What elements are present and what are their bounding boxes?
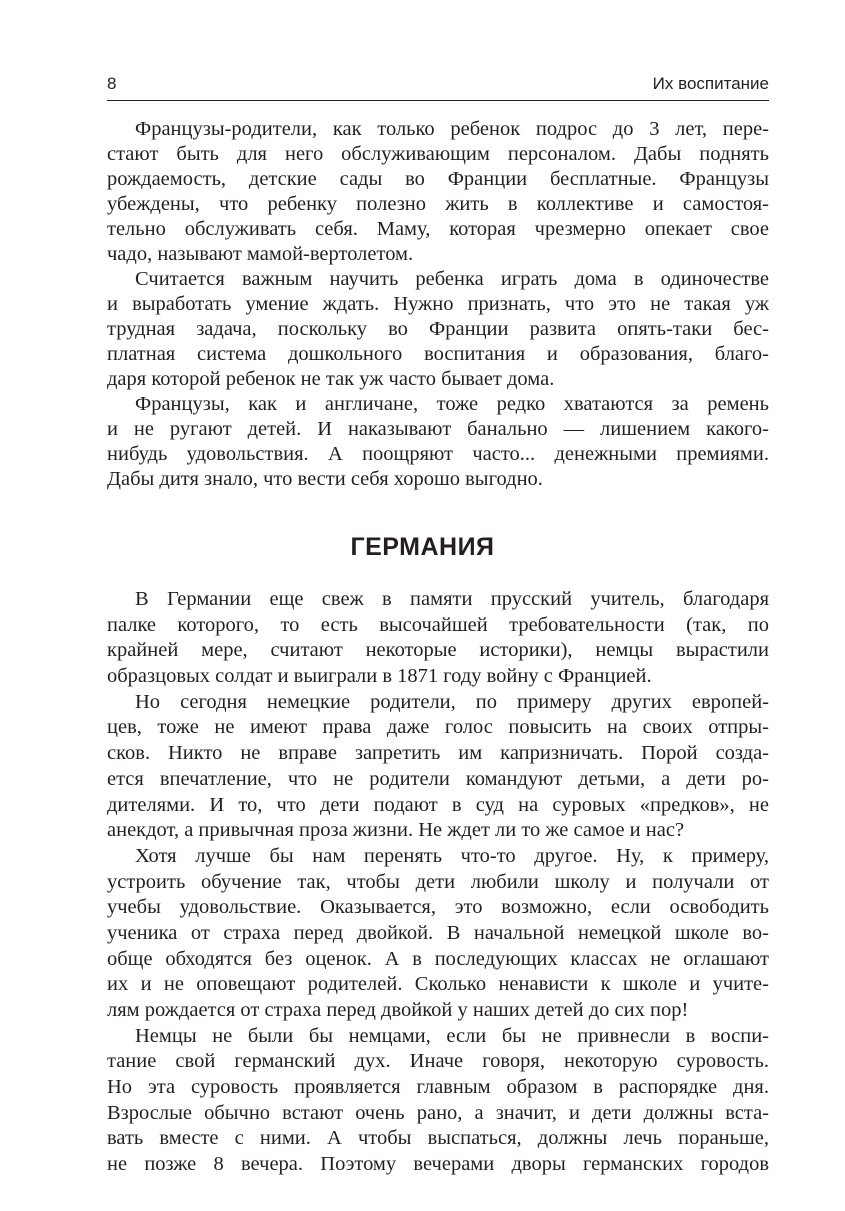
header-rule [107,100,769,101]
running-title: Их воспитание [652,74,769,93]
section-germany-text [107,587,769,1178]
text-line: Немцы не были бы немцами, если бы не привнесли в воспи- [135,1024,769,1047]
text-line: стают быть для него обслуживающим персоналом. Дабы поднять [107,143,769,165]
text-line: сков. Никто не вправе запретить им капризничать. Порой созда- [107,742,769,765]
page-number: 8 [107,74,117,93]
paragraph [107,690,769,844]
text-line: ется впечатление, что не родители командуют детьми, а дети ро- [107,767,769,790]
text-line: Хотя лучше бы нам перенять что-то другое. Ну, к примеру, [135,844,769,867]
paragraph [107,267,769,392]
text-line: Но сегодня немецкие родители, по примеру других европей- [135,690,769,713]
text-line: платная система дошкольного воспитания и образования, благо- [107,343,769,365]
text-line: крайней мере, считают некоторые историки), немцы вырастили [107,639,769,662]
text-line: В Германии еще свеж в памяти прусский учитель, благодаря [135,588,769,610]
text-line: чадо, называют мамой-вертолетом. [107,243,414,265]
text-line: Считается важным научить ребенка играть дома в одиночестве [135,268,769,290]
text-line: Французы-родители, как только ребенок подрос до 3 лет, пере- [135,118,769,140]
paragraph [107,844,769,1024]
text-line: Французы, как и англичане, тоже редко хватаются за ремень [135,393,769,415]
text-line: образцовых солдат и выиграли в 1871 году войну с Францией. [107,665,652,688]
text-line: и выработать умение ждать. Нужно признать, что это не такая уж [107,293,769,315]
text-line: учебы удовольствие. Оказывается, это возможно, если освободить [107,896,769,919]
text-line: ученика от страха перед двойкой. В начальной немецкой школе во- [107,921,769,944]
text-line: их и не оповещают родителей. Сколько ненависти к школе и учите- [107,973,769,996]
text-line: палке которого, то есть высочайшей требовательности (так, по [107,613,769,636]
paragraph [107,392,769,492]
text-line: Дабы дитя знало, что вести себя хорошо выгодно. [107,468,543,490]
text-line: трудная задача, поскольку во Франции развита опять-таки бес- [107,318,769,340]
text-line: не позже 8 вечера. Поэтому вечерами дворы германских городов [107,1153,769,1176]
paragraph [107,1024,769,1178]
text-line: нибудь удовольствия. А поощряют часто... денежными премиями. [107,443,769,465]
text-line: тание свой германский дух. Иначе говоря, некоторую суровость. [107,1050,769,1073]
text-line: дителями. И то, что дети подают в суд на суровых «предков», не [107,793,769,816]
text-line: Взрослые обычно встают очень рано, а значит, и дети должны вста- [107,1101,769,1124]
text-line: анекдот, а привычная проза жизни. Не ждет ли то же самое и нас? [107,819,685,842]
text-line: устроить обучение так, чтобы дети любили школу и получали от [107,870,769,893]
text-line: и не ругают детей. И наказывают банально — лишением какого- [107,418,769,440]
text-line: вать вместе с ними. А чтобы выспаться, должны лечь пораньше, [107,1127,769,1150]
section-france-text [107,117,769,492]
paragraph [107,117,769,267]
text-line: лям рождается от страха перед двойкой у наших детей до сих пор! [107,999,689,1021]
text-line: даря которой ребенок не так уж часто бывает дома. [107,368,555,390]
text-line: обще обходятся без оценок. А в последующих классах не оглашают [107,947,769,970]
text-line: рождаемость, детские сады во Франции бесплатные. Французы [107,168,769,190]
paragraph [107,587,769,690]
text-line: Но эта суровость проявляется главным образом в распорядке дня. [107,1076,769,1099]
text-line: тельно обслуживать себя. Маму, которая чрезмерно опекает свое [107,218,769,240]
text-line: убеждены, что ребенку полезно жить в коллективе и самостоя- [107,193,769,215]
section-heading: ГЕРМАНИЯ [350,533,495,561]
text-line: цев, тоже не имеют права даже голос повысить на своих отпры- [107,716,769,739]
running-header [107,74,769,100]
